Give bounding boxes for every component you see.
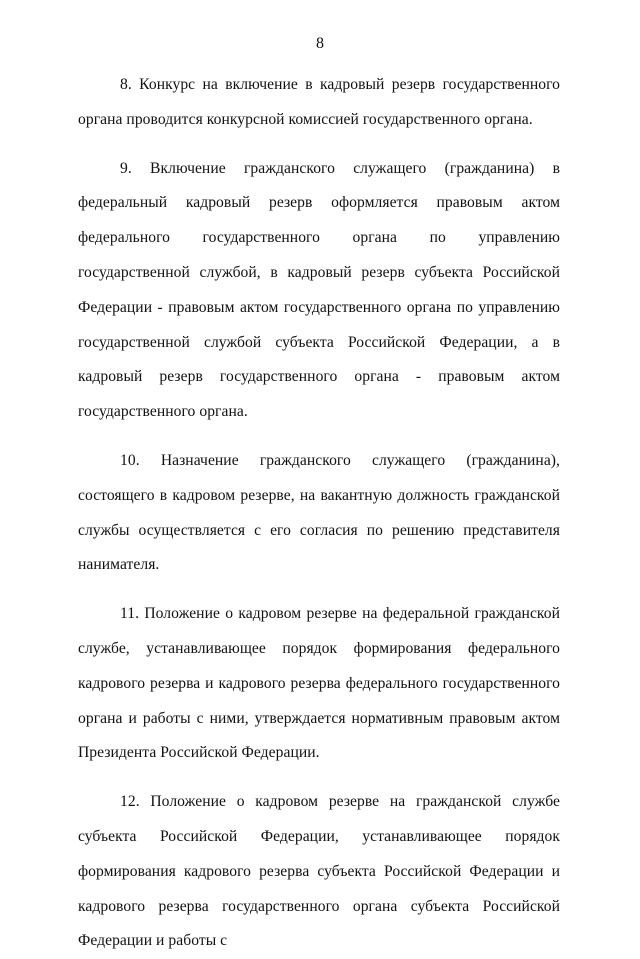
paragraph-9: 9. Включение гражданского служащего (гражданина) в федеральный кадровый резерв оформляется правовым актом федерального государственного органа по управлению государственной службой, в кадровый резерв субъекта Российской Федерации - правовым актом государственного органа по управлению государственной службой субъекта Российской Федерации, а в кадровый резерв государственного органа - правовым актом государственного органа. — [78, 159, 560, 421]
document-body — [78, 68, 560, 959]
paragraph-8: 8. Конкурс на включение в кадровый резерв государственного органа проводится конкурсной комиссией государственного органа. — [78, 76, 560, 128]
page-number: 8 — [316, 35, 324, 52]
paragraph-12: 12. Положение о кадровом резерве на гражданской службе субъекта Российской Федерации, устанавливающее порядок формирования кадрового резерва субъекта Российской Федерации и кадрового резерва государственного органа субъекта Российской Федерации и работы с — [78, 793, 560, 950]
paragraph-11: 11. Положение о кадровом резерве на федеральной гражданской службе, устанавливающее порядок формирования федерального кадрового резерва и кадрового резерва федерального государственного органа и работы с ними, утверждается нормативным правовым актом Президента Российской Федерации. — [78, 605, 560, 762]
paragraph-10: 10. Назначение гражданского служащего (гражданина), состоящего в кадровом резерве, на вакантную должность гражданской службы осуществляется с его согласия по решению представителя нанимателя. — [78, 451, 560, 574]
